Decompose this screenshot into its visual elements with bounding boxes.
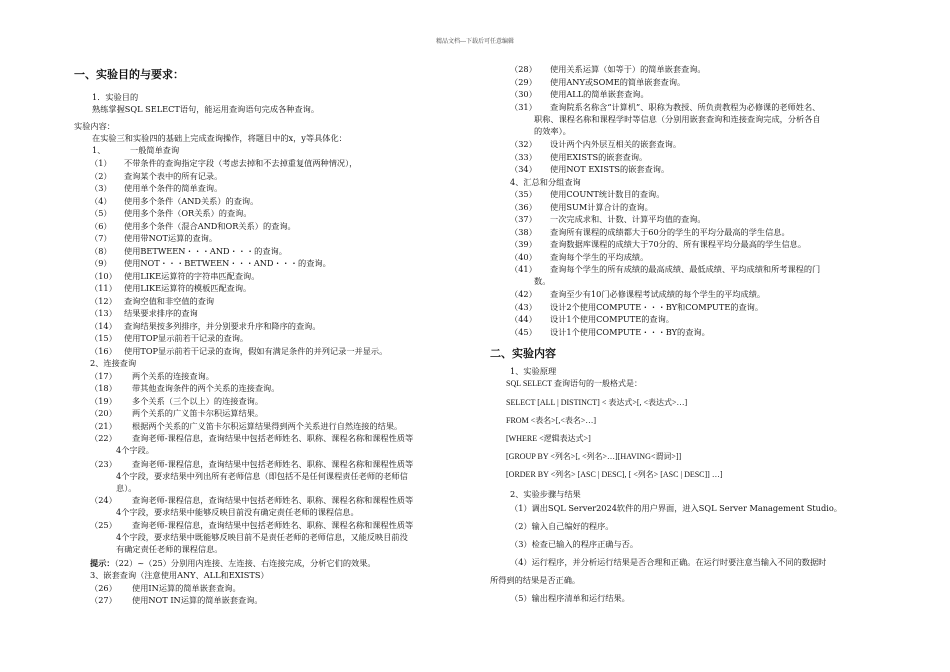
list-item-text: 的效率）。 — [534, 126, 571, 136]
principle-intro: SQL SELECT 查询语句的一般格式是： — [506, 379, 643, 388]
list-item-number: （22） — [90, 433, 117, 443]
list-item-text: 查询至少有10门必修课程考试成绩的每个学生的平均成绩。 — [550, 289, 766, 299]
list-item — [90, 370, 214, 382]
list-item — [90, 170, 222, 182]
list-item-text: 使用NOT・・・BETWEEN・・・AND・・・的查询。 — [124, 258, 331, 268]
list-item-number: （5） — [90, 208, 112, 218]
list-item-number: （17） — [90, 371, 117, 381]
list-item-text: 使用LIKE运算符的模板匹配查询。 — [124, 283, 252, 293]
list-item-text: 两个关系的广义笛卡尔积运算结果。 — [132, 408, 264, 419]
list-item-number: （31） — [510, 102, 537, 112]
step-line: （3）检查已输入的程序正确与否。 — [510, 539, 639, 549]
list-item-text: 设计两个内外层互相关的嵌套查询。 — [550, 139, 682, 149]
list-item-text: 查询数据库课程的成绩大于70分的、所有课程平均分最高的学生信息。 — [550, 239, 807, 249]
list-item-number: （13） — [90, 308, 117, 318]
list-item-number: （36） — [510, 201, 537, 212]
list-item — [90, 307, 198, 319]
list-item-number: （19） — [90, 395, 117, 406]
steps-title: 2、实验步骤与结果 — [510, 489, 581, 499]
list-item-number: （32） — [510, 139, 537, 149]
step-line: （1）调出SQL Server2024软件的用户界面，进入SQL Server Management Studio。 — [510, 503, 842, 513]
list-item — [510, 326, 710, 338]
list-item-text: 使用TOP显示前若干记录的查询，假如有满足条件的并列记录一并显示。 — [124, 345, 388, 356]
list-item-number: （45） — [510, 326, 537, 337]
subsection-1-num: 1、 — [92, 145, 106, 155]
section-heading-2: 二、实验内容 — [490, 347, 556, 360]
list-item-number: （11） — [90, 283, 117, 293]
list-item-number: （3） — [90, 183, 112, 193]
list-item — [90, 295, 214, 307]
list-item-text: 查询每个学生的平均成绩。 — [550, 251, 649, 262]
list-item — [90, 195, 258, 207]
list-item-number: （25） — [90, 520, 117, 530]
list-item-text: 使用单个条件的简单查询。 — [124, 183, 223, 193]
list-item — [90, 594, 263, 606]
list-item — [510, 201, 653, 213]
list-item-text: 查询老师-课程信息，查询结果中包括老师姓名、职称、课程名称和课程性质等 — [132, 459, 414, 469]
step-line: （4）运行程序，并分析运行结果是否合理和正确。在运行时要注意当输入不同的数据时 — [510, 557, 827, 567]
list-item-text: 使用带NOT运算的查询。 — [124, 233, 218, 243]
list-item-text: 使用多个条件（AND关系）的查询。 — [124, 195, 259, 206]
list-item-number: （21） — [90, 420, 117, 431]
list-item-text: 使用NOT IN运算的简单嵌套查询。 — [132, 595, 263, 606]
list-item-text: 查询所有课程的成绩都大于60分的学生的平均分最高的学生信息。 — [550, 226, 790, 237]
list-item-number: （7） — [90, 233, 112, 243]
list-item-text: 查询结果按多列排序，并分别要求升序和降序的查询。 — [124, 320, 321, 331]
list-item-text: 数。 — [534, 276, 551, 286]
list-item-number: （24） — [90, 495, 117, 505]
subsection-3-title: 3、嵌套查询（注意使用ANY、ALL和EXISTS） — [90, 570, 269, 580]
list-item-text: 使用多个条件（混合AND和OR关系）的查询。 — [124, 220, 296, 231]
list-item — [510, 88, 649, 100]
list-item-number: （39） — [510, 239, 537, 249]
list-item-text: 查询每个学生的所有成绩的最高成绩、最低成绩、平均成绩和所考课程的门 — [550, 264, 821, 274]
list-item-number: （6） — [90, 220, 112, 231]
list-item — [90, 270, 259, 282]
list-item-number: （4） — [90, 195, 112, 206]
list-item — [510, 151, 647, 163]
list-item — [90, 207, 252, 219]
syntax-line: [ORDER BY <列名> [ASC | DESC], [ <列名> [ASC | DESC]] …] — [506, 470, 723, 479]
principle-title: 1、实验原理 — [510, 366, 557, 376]
list-item-text: 4个字段。 — [116, 445, 154, 455]
list-item-text: 职称、课程名称和课程学时等信息（分别用嵌套查询和连接查询完成，分析各自 — [534, 114, 821, 124]
list-item — [90, 157, 357, 169]
list-item-number: （10） — [90, 270, 117, 281]
list-item — [90, 257, 331, 269]
list-item — [510, 313, 674, 325]
subsection-2-title: 2、连接查询 — [90, 358, 137, 368]
list-item — [90, 320, 321, 332]
section-heading-1: 一、实验目的与要求： — [74, 68, 184, 81]
list-item-text: 查询老师-课程信息，查询结果中包括老师姓名、职称、课程名称和课程性质等 — [132, 495, 414, 505]
list-item — [510, 288, 765, 300]
list-item-number: （38） — [510, 226, 537, 237]
list-item-number: （34） — [510, 164, 537, 175]
step-line: （2）输入自己编好的程序。 — [510, 521, 614, 531]
list-item-text: 设计1个使用COMPUTE・・・BY的查询。 — [550, 326, 710, 337]
list-item-text: 设计2个使用COMPUTE・・・BY和COMPUTE的查询。 — [550, 301, 764, 312]
list-item-number: （16） — [90, 345, 117, 356]
list-item-text: 使用IN运算的简单嵌套查询。 — [132, 583, 241, 593]
list-item — [90, 420, 402, 432]
hint-text: （22）~（25）分别用内连接、左连接、右连接完成，分析它们的效果。 — [114, 558, 376, 568]
list-item-text: 使用EXISTS的嵌套查询。 — [550, 151, 648, 162]
purpose-text: 熟练掌握SQL SELECT语句，能运用查询语句完成各种查询。 — [92, 104, 320, 114]
list-item — [90, 395, 263, 407]
syntax-line: SELECT [ALL | DISTINCT] < 表达式>[, <表达式>…] — [506, 398, 688, 407]
list-item — [510, 238, 806, 250]
list-item — [510, 138, 681, 150]
list-item-text: 两个关系的连接查询。 — [132, 371, 214, 381]
list-item — [90, 382, 279, 394]
list-item-number: （35） — [510, 189, 537, 199]
list-item-text: 不带条件的查询指定字段（考虑去掉和不去掉重复值两种情况）， — [124, 158, 358, 168]
list-item-text: 4个字段，要求结果中既能够反映目前不是责任老师的老师信息，又能反映目前没 — [116, 532, 408, 542]
list-item — [510, 163, 669, 175]
subsection-4-title: 4、汇总和分组查询 — [510, 177, 581, 187]
list-item — [510, 251, 648, 263]
list-item-text: 使用BETWEEN・・・AND・・・的查询。 — [124, 245, 287, 256]
list-item — [90, 282, 251, 294]
list-item-text: 设计1个使用COMPUTE的查询。 — [550, 314, 674, 325]
list-item-text: 4个字段，要求结果中能够反映目前没有确定责任老师的课程信息。 — [116, 507, 359, 517]
list-item — [510, 213, 706, 225]
list-item-text: 根据两个关系的广义笛卡尔积运算结果得到两个关系进行自然连接的结果。 — [132, 420, 403, 431]
list-item — [510, 63, 706, 75]
hint-label: 提示： — [90, 558, 115, 568]
list-item-text: 4个字段，要求结果中列出所有老师信息（即包括不是任何课程责任老师的老师信 — [116, 471, 408, 481]
list-item-text: 使用TOP显示前若干记录的查询。 — [124, 333, 249, 343]
list-item-number: （30） — [510, 89, 537, 100]
list-item-number: （9） — [90, 258, 112, 268]
list-item-text: 使用LIKE运算符的字符串匹配查询。 — [124, 270, 260, 281]
list-item-text: 结果要求排序的查询 — [124, 308, 198, 318]
purpose-title: 1．实验目的 — [92, 92, 139, 102]
list-item-number: （29） — [510, 76, 537, 87]
list-item-number: （28） — [510, 64, 537, 74]
list-item-number: （41） — [510, 264, 537, 274]
list-item — [90, 345, 387, 357]
syntax-line: [WHERE <逻辑表达式>] — [506, 434, 591, 443]
list-item-text: 一次完成求和、计数、计算平均值的查询。 — [550, 214, 706, 224]
list-item-number: （37） — [510, 214, 537, 224]
list-item — [90, 182, 222, 194]
list-item-text: 使用NOT EXISTS的嵌套查询。 — [550, 164, 670, 175]
list-item-text: 使用SUM计算合计的查询。 — [550, 201, 653, 212]
list-item-number: （14） — [90, 320, 117, 331]
list-item-text: 查询老师-课程信息，查询结果中包括老师姓名、职称、课程名称和课程性质等 — [132, 433, 414, 443]
list-item-text: 查询某个表中的所有记录。 — [124, 170, 223, 181]
step-line: （5）输出程序清单和运行结果。 — [510, 593, 630, 603]
list-item-text: 使用ALL的简单嵌套查询。 — [550, 89, 649, 100]
list-item — [90, 245, 287, 257]
list-item — [510, 188, 664, 200]
subsection-1-title: 一般简单查询 — [130, 145, 180, 155]
list-item-number: （27） — [90, 595, 117, 606]
list-item-number: （26） — [90, 583, 117, 593]
list-item-number: （33） — [510, 151, 537, 162]
list-item-text: 有确定责任老师的课程信息。 — [116, 544, 223, 554]
list-item-number: （43） — [510, 301, 537, 312]
list-item-number: （44） — [510, 314, 537, 325]
list-item-number: （8） — [90, 245, 112, 256]
list-item-text: 查询院系名称含“计算机”、职称为教授、所负责教程为必修课的老师姓名、 — [550, 102, 821, 112]
list-item-text: 带其他查询条件的两个关系的连接查询。 — [132, 383, 280, 394]
list-item — [90, 220, 296, 232]
list-item-number: （12） — [90, 295, 117, 306]
list-item-number: （23） — [90, 459, 117, 469]
list-item — [510, 226, 790, 238]
list-item — [90, 232, 217, 244]
list-item — [90, 407, 263, 419]
list-item — [510, 301, 763, 313]
syntax-line: [GROUP BY <列名>[, <列名>…][HAVING<谓词>]] — [506, 452, 682, 461]
list-item-text: 查询空值和非空值的查询 — [124, 295, 215, 306]
step-line: 所得到的结果是否正确。 — [490, 575, 581, 585]
hint-line — [90, 557, 376, 569]
list-item-number: （18） — [90, 383, 117, 394]
content-title: 实验内容： — [74, 121, 115, 131]
list-item-text: 使用关系运算（如等于）的简单嵌套查询。 — [550, 64, 706, 74]
list-item-text: 息）。 — [116, 483, 137, 493]
list-item-number: （42） — [510, 289, 537, 299]
list-item-text: 使用ANY或SOME的简单嵌套查询。 — [550, 76, 686, 87]
syntax-line: FROM <表名>[,<表名>…] — [506, 416, 597, 425]
list-item-number: （2） — [90, 170, 112, 181]
list-item-text: 使用多个条件（OR关系）的查询。 — [124, 208, 252, 218]
list-item-text: 使用COUNT统计数目的查询。 — [550, 189, 665, 199]
list-item — [90, 582, 241, 594]
list-item-number: （20） — [90, 408, 117, 419]
list-item-number: （15） — [90, 333, 117, 343]
list-item-number: （40） — [510, 251, 537, 262]
list-item-text: 多个关系（三个以上）的连接查询。 — [132, 395, 264, 406]
list-item — [90, 332, 248, 344]
list-item — [510, 76, 685, 88]
page-header: 精品文档---下载后可任意编辑 — [435, 38, 515, 45]
content-text: 在实验三和实验四的基础上完成查询操作，将题目中的x，y等具体化： — [92, 133, 347, 143]
list-item-text: 查询老师-课程信息，查询结果中包括老师姓名、职称、课程名称和课程性质等 — [132, 520, 414, 530]
list-item-number: （1） — [90, 158, 112, 168]
